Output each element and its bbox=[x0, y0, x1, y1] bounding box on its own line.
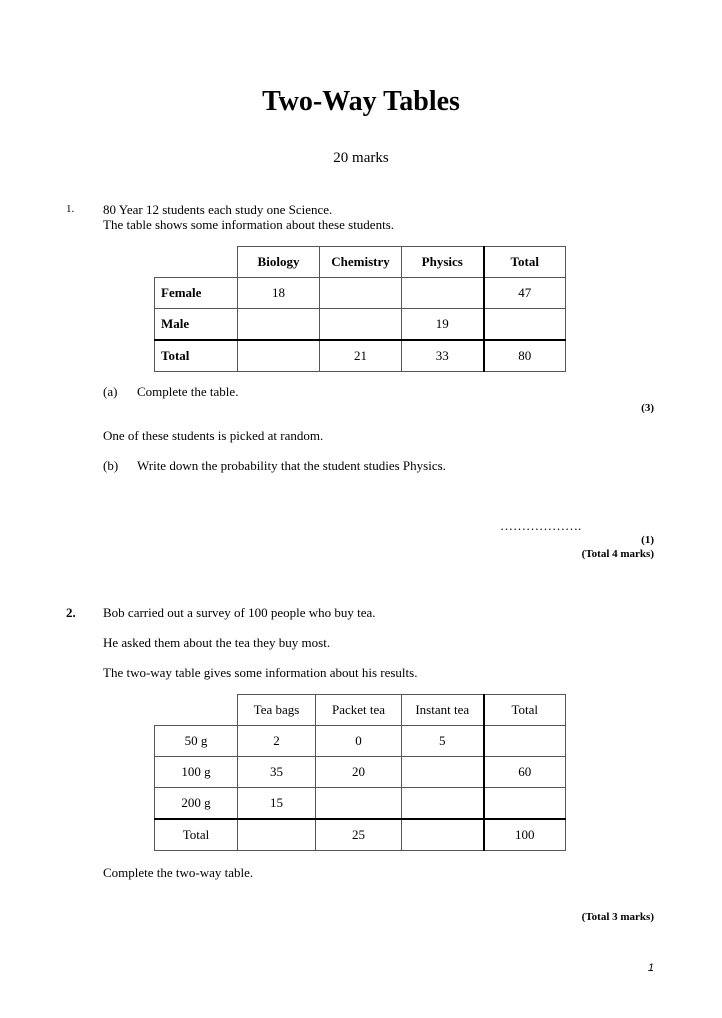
table-cell[interactable] bbox=[402, 819, 484, 851]
header-chemistry: Chemistry bbox=[320, 247, 402, 278]
table-cell[interactable]: 100 bbox=[484, 819, 566, 851]
table-cell[interactable]: 33 bbox=[402, 340, 484, 372]
q2-total-marks: (Total 3 marks) bbox=[581, 911, 654, 923]
table-cell[interactable]: 21 bbox=[320, 340, 402, 372]
table-row-female bbox=[155, 278, 566, 309]
page-title: Two-Way Tables bbox=[262, 86, 460, 117]
table-cell[interactable] bbox=[484, 309, 566, 341]
table-cell[interactable] bbox=[238, 819, 316, 851]
corner-cell bbox=[155, 247, 238, 278]
header-instant-tea: Instant tea bbox=[402, 695, 484, 726]
table-cell[interactable] bbox=[320, 278, 402, 309]
header-biology: Biology bbox=[238, 247, 320, 278]
table-cell[interactable]: 18 bbox=[238, 278, 320, 309]
tea-two-way-table bbox=[154, 694, 566, 851]
q1-intro-line1: 80 Year 12 students each study one Science. bbox=[103, 202, 333, 217]
header-total: Total bbox=[484, 695, 566, 726]
table-cell[interactable]: 47 bbox=[484, 278, 566, 309]
table-row-50g bbox=[155, 726, 566, 757]
row-label: Total bbox=[155, 819, 238, 851]
q1-total-marks: (Total 4 marks) bbox=[581, 548, 654, 560]
q2-line2: He asked them about the tea they buy most. bbox=[103, 635, 331, 650]
table-cell[interactable]: 0 bbox=[316, 726, 402, 757]
table-row-total bbox=[155, 819, 566, 851]
table-row-200g bbox=[155, 788, 566, 820]
q1-intro-line2: The table shows some information about these students. bbox=[103, 217, 395, 232]
corner-cell bbox=[155, 695, 238, 726]
table-cell[interactable] bbox=[402, 757, 484, 788]
q2-line1: Bob carried out a survey of 100 people who buy tea. bbox=[103, 605, 376, 620]
random-pick-text: One of these students is picked at random. bbox=[103, 428, 324, 443]
table-cell[interactable]: 15 bbox=[238, 788, 316, 820]
table-cell[interactable] bbox=[238, 340, 320, 372]
part-a-text: Complete the table. bbox=[137, 384, 239, 399]
row-label: Total bbox=[155, 340, 238, 372]
science-two-way-table bbox=[154, 246, 566, 372]
header-packet-tea: Packet tea bbox=[316, 695, 402, 726]
table-row-male bbox=[155, 309, 566, 341]
table-cell[interactable]: 5 bbox=[402, 726, 484, 757]
page-number: 1 bbox=[647, 962, 654, 974]
table-row-100g bbox=[155, 757, 566, 788]
header-physics: Physics bbox=[402, 247, 484, 278]
header-total: Total bbox=[484, 247, 566, 278]
table-cell[interactable] bbox=[316, 788, 402, 820]
table-cell[interactable]: 35 bbox=[238, 757, 316, 788]
row-label: 200 g bbox=[155, 788, 238, 820]
table-cell[interactable]: 25 bbox=[316, 819, 402, 851]
table-header-row bbox=[155, 695, 566, 726]
total-marks: 20 marks bbox=[333, 150, 389, 166]
part-b-marks: (1) bbox=[641, 534, 654, 546]
table-cell[interactable]: 19 bbox=[402, 309, 484, 341]
table-cell[interactable]: 20 bbox=[316, 757, 402, 788]
question-2-number: 2. bbox=[66, 605, 76, 620]
row-label: Female bbox=[155, 278, 238, 309]
table-cell[interactable]: 2 bbox=[238, 726, 316, 757]
q2-line3: The two-way table gives some information about his results. bbox=[103, 665, 418, 680]
table-cell[interactable]: 60 bbox=[484, 757, 566, 788]
header-tea-bags: Tea bags bbox=[238, 695, 316, 726]
row-label: 50 g bbox=[155, 726, 238, 757]
q2-instruction: Complete the two-way table. bbox=[103, 865, 254, 880]
table-header-row bbox=[155, 247, 566, 278]
question-1-number: 1. bbox=[66, 203, 75, 215]
part-a-label: (a) bbox=[103, 384, 118, 399]
table-cell[interactable] bbox=[484, 726, 566, 757]
part-b-text: Write down the probability that the student studies Physics. bbox=[137, 458, 446, 473]
table-cell[interactable] bbox=[484, 788, 566, 820]
table-cell[interactable] bbox=[238, 309, 320, 341]
row-label: 100 g bbox=[155, 757, 238, 788]
part-b-label: (b) bbox=[103, 458, 119, 473]
table-cell[interactable] bbox=[402, 278, 484, 309]
table-cell[interactable] bbox=[320, 309, 402, 341]
table-cell[interactable]: 80 bbox=[484, 340, 566, 372]
row-label: Male bbox=[155, 309, 238, 341]
answer-line[interactable]: ………………. bbox=[500, 518, 582, 533]
table-row-total bbox=[155, 340, 566, 372]
part-a-marks: (3) bbox=[641, 402, 654, 414]
table-cell[interactable] bbox=[402, 788, 484, 820]
